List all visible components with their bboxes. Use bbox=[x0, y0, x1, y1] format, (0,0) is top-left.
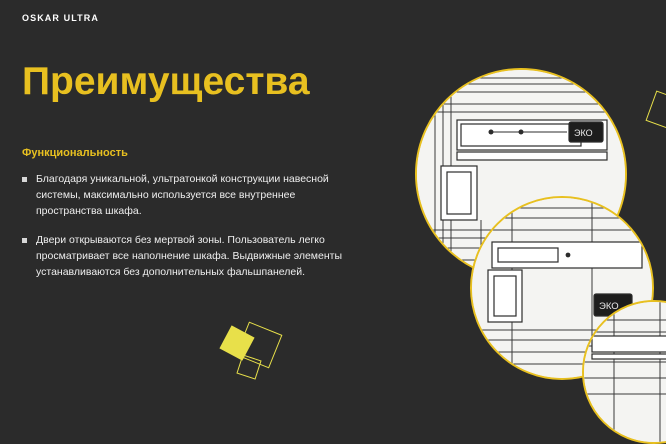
list-item-text: Благодаря уникальной, ультратонкой конструкции навесной системы, максимально используется все внутреннее пространства шкафа. bbox=[36, 173, 329, 217]
list-item-text: Двери открываются без мертвой зоны. Пользователь легко просматривает все наполнение шкафа. Выдвижные элементы устанавливаются без дополнительных фальшпанелей. bbox=[36, 234, 343, 278]
bullet-square-icon bbox=[22, 177, 27, 182]
svg-text:ЭКО: ЭКО bbox=[599, 301, 619, 312]
section-subtitle: Функциональность bbox=[22, 147, 128, 159]
bullet-square-icon bbox=[22, 238, 27, 243]
page-title: Преимущества bbox=[22, 60, 310, 103]
list-item bbox=[22, 233, 362, 280]
bullet-list bbox=[22, 172, 362, 295]
brand-logo: OSKAR ULTRA bbox=[22, 13, 99, 23]
svg-text:ЭКО: ЭКО bbox=[574, 128, 593, 138]
list-item bbox=[22, 172, 362, 219]
yellow-outline-square-right-icon bbox=[645, 90, 666, 131]
